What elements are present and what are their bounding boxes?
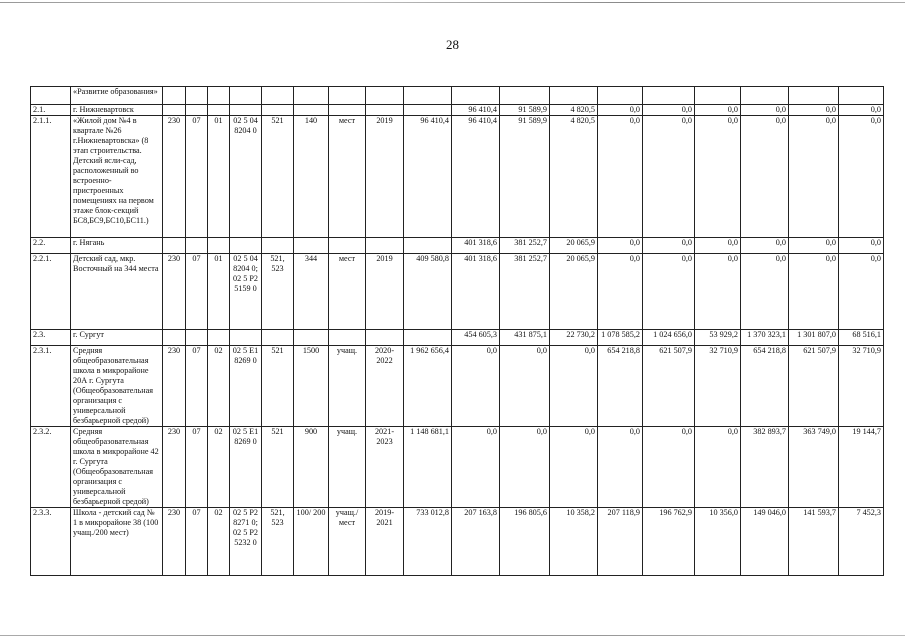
table-cell: 621 507,9 xyxy=(643,346,695,427)
table-cell: 20 065,9 xyxy=(550,254,598,330)
table-cell xyxy=(404,87,452,105)
table-cell xyxy=(500,87,550,105)
table-cell xyxy=(366,105,404,116)
table-cell xyxy=(404,105,452,116)
scan-top-edge xyxy=(0,2,905,3)
table-cell xyxy=(262,105,294,116)
table-cell: 409 580,8 xyxy=(404,254,452,330)
table-cell xyxy=(294,87,329,105)
table-cell: 230 xyxy=(163,427,186,508)
object-name-cell: г. Сургут xyxy=(71,330,163,346)
table-cell: 0,0 xyxy=(789,116,839,238)
table-cell: 0,0 xyxy=(643,427,695,508)
page-number: 28 xyxy=(446,37,459,52)
table-cell: 02 5 E1 8269 0 xyxy=(230,346,262,427)
object-name-cell: «Жилой дом №4 в квартале №26 г.Нижневартовска» (8 этап строительства. Детский ясли-сад, расположенный во встроенно-пристроенных помещениях на первом этаже блок-секций БС8,БС9,БС10,БС11.) xyxy=(71,116,163,238)
table-cell: 2019 xyxy=(366,254,404,330)
table-cell xyxy=(789,87,839,105)
table-cell: 68 516,1 xyxy=(839,330,884,346)
table-cell: 0,0 xyxy=(598,116,643,238)
table-cell xyxy=(366,330,404,346)
table-cell xyxy=(329,330,366,346)
table-cell: 53 929,2 xyxy=(695,330,741,346)
table-cell xyxy=(262,330,294,346)
table-cell: 381 252,7 xyxy=(500,238,550,254)
table-cell: учащ./ мест xyxy=(329,508,366,576)
table-cell: 0,0 xyxy=(550,346,598,427)
table-cell: 401 318,6 xyxy=(452,254,500,330)
table-cell: 0,0 xyxy=(695,116,741,238)
object-name-cell: Детский сад, мкр. Восточный на 344 места xyxy=(71,254,163,330)
table-cell: 96 410,4 xyxy=(452,116,500,238)
row-number-cell: 2.3.2. xyxy=(31,427,71,508)
table-cell xyxy=(329,105,366,116)
table-cell: 230 xyxy=(163,346,186,427)
table-cell xyxy=(186,330,208,346)
table-cell: 0,0 xyxy=(695,427,741,508)
table-cell xyxy=(186,238,208,254)
table-cell: 0,0 xyxy=(452,427,500,508)
table-cell: 521, 523 xyxy=(262,508,294,576)
table-cell xyxy=(163,238,186,254)
table-cell: 10 358,2 xyxy=(550,508,598,576)
object-name-cell: Школа - детский сад № 1 в микрорайоне 38 (100 учащ./200 мест) xyxy=(71,508,163,576)
table-cell: 07 xyxy=(186,116,208,238)
object-name-cell: «Развитие образования» xyxy=(71,87,163,105)
table-cell xyxy=(230,105,262,116)
table-cell: 02 5 E1 8269 0 xyxy=(230,427,262,508)
table-cell: 0,0 xyxy=(741,238,789,254)
table-cell: 1 301 807,0 xyxy=(789,330,839,346)
table-row xyxy=(31,87,884,105)
table-cell: 230 xyxy=(163,508,186,576)
table-cell: 4 820,5 xyxy=(550,116,598,238)
table-cell: 0,0 xyxy=(839,105,884,116)
table-cell: 0,0 xyxy=(741,116,789,238)
table-cell: 96 410,4 xyxy=(404,116,452,238)
table-cell: 02 xyxy=(208,346,230,427)
table-row xyxy=(31,508,884,576)
table-cell xyxy=(163,105,186,116)
table-cell: 0,0 xyxy=(452,346,500,427)
table-cell: 0,0 xyxy=(789,238,839,254)
table-cell: 621 507,9 xyxy=(789,346,839,427)
table-cell xyxy=(741,87,789,105)
table-cell: 0,0 xyxy=(643,254,695,330)
table-cell xyxy=(329,238,366,254)
table-cell: 0,0 xyxy=(695,254,741,330)
table-cell: 431 875,1 xyxy=(500,330,550,346)
table-cell: мест xyxy=(329,254,366,330)
table-cell: 22 730,2 xyxy=(550,330,598,346)
table-cell: 2021-2023 xyxy=(366,427,404,508)
table-cell: 0,0 xyxy=(643,116,695,238)
table-cell: 32 710,9 xyxy=(839,346,884,427)
table-cell xyxy=(262,87,294,105)
table-cell xyxy=(329,87,366,105)
object-name-cell: Средняя общеобразовательная школа в микрорайоне 42 г. Сургута (Общеобразовательная организация с универсальной безбарьерной средой) xyxy=(71,427,163,508)
table-cell: 20 065,9 xyxy=(550,238,598,254)
table-cell: 401 318,6 xyxy=(452,238,500,254)
scan-bottom-edge xyxy=(0,635,905,636)
table-cell xyxy=(163,330,186,346)
table-cell: 96 410,4 xyxy=(452,105,500,116)
table-cell: 0,0 xyxy=(500,427,550,508)
row-number-cell: 2.2. xyxy=(31,238,71,254)
row-number-cell xyxy=(31,87,71,105)
table-cell: 7 452,3 xyxy=(839,508,884,576)
budget-table xyxy=(30,86,884,576)
table-row xyxy=(31,330,884,346)
table-cell xyxy=(208,238,230,254)
table-cell: 196 805,6 xyxy=(500,508,550,576)
table-cell: 381 252,7 xyxy=(500,254,550,330)
table-cell xyxy=(294,330,329,346)
table-cell: 521, 523 xyxy=(262,254,294,330)
table-cell: 32 710,9 xyxy=(695,346,741,427)
table-cell: 0,0 xyxy=(789,105,839,116)
table-row xyxy=(31,254,884,330)
table-cell: 196 762,9 xyxy=(643,508,695,576)
table-cell: 07 xyxy=(186,346,208,427)
table-cell: 454 605,3 xyxy=(452,330,500,346)
table-cell: 1 078 585,2 xyxy=(598,330,643,346)
table-cell: 0,0 xyxy=(550,427,598,508)
table-cell: 0,0 xyxy=(643,105,695,116)
table-cell xyxy=(230,330,262,346)
table-cell: 1 962 656,4 xyxy=(404,346,452,427)
table-cell xyxy=(186,105,208,116)
table-cell: 2019-2021 xyxy=(366,508,404,576)
table-cell: 01 xyxy=(208,116,230,238)
table-cell: 0,0 xyxy=(789,254,839,330)
table-row xyxy=(31,105,884,116)
table-cell: 19 144,7 xyxy=(839,427,884,508)
row-number-cell: 2.2.1. xyxy=(31,254,71,330)
table-cell xyxy=(230,238,262,254)
table-cell: 1 148 681,1 xyxy=(404,427,452,508)
table-cell: 521 xyxy=(262,116,294,238)
table-cell: мест xyxy=(329,116,366,238)
table-cell: 207 118,9 xyxy=(598,508,643,576)
row-number-cell: 2.3.1. xyxy=(31,346,71,427)
table-cell: 1500 xyxy=(294,346,329,427)
table-cell: 02 5 04 8204 0; 02 5 P2 5159 0 xyxy=(230,254,262,330)
table-cell: 100/ 200 xyxy=(294,508,329,576)
table-cell: учащ. xyxy=(329,346,366,427)
table-cell: 521 xyxy=(262,427,294,508)
object-name-cell: г. Нягань xyxy=(71,238,163,254)
table-cell: 02 5 04 8204 0 xyxy=(230,116,262,238)
table-cell: 1 370 323,1 xyxy=(741,330,789,346)
table-cell: 230 xyxy=(163,254,186,330)
table-cell xyxy=(550,87,598,105)
table-cell: 230 xyxy=(163,116,186,238)
row-number-cell: 2.3. xyxy=(31,330,71,346)
table-cell xyxy=(262,238,294,254)
table-cell xyxy=(452,87,500,105)
table-cell: 0,0 xyxy=(598,254,643,330)
table-cell: 91 589,9 xyxy=(500,105,550,116)
table-cell xyxy=(643,87,695,105)
object-name-cell: г. Нижневартовск xyxy=(71,105,163,116)
table-cell: 10 356,0 xyxy=(695,508,741,576)
table-cell: 363 749,0 xyxy=(789,427,839,508)
table-cell xyxy=(230,87,262,105)
table-cell: 01 xyxy=(208,254,230,330)
table-cell: 521 xyxy=(262,346,294,427)
table-row xyxy=(31,238,884,254)
table-cell: 0,0 xyxy=(598,105,643,116)
table-cell: 0,0 xyxy=(839,238,884,254)
table-cell: 07 xyxy=(186,508,208,576)
table-cell xyxy=(404,238,452,254)
table-cell: 0,0 xyxy=(598,427,643,508)
table-cell xyxy=(208,330,230,346)
table-cell: 900 xyxy=(294,427,329,508)
table-cell xyxy=(294,238,329,254)
table-cell: 4 820,5 xyxy=(550,105,598,116)
table-cell: 2019 xyxy=(366,116,404,238)
table-cell xyxy=(208,105,230,116)
table-cell: 91 589,9 xyxy=(500,116,550,238)
table-cell: 07 xyxy=(186,254,208,330)
table-cell: 0,0 xyxy=(695,238,741,254)
table-cell xyxy=(163,87,186,105)
table-cell: 02 xyxy=(208,508,230,576)
table-cell: 0,0 xyxy=(839,254,884,330)
table-cell xyxy=(208,87,230,105)
table-cell: 149 046,0 xyxy=(741,508,789,576)
table-cell: 0,0 xyxy=(741,105,789,116)
table-cell: 07 xyxy=(186,427,208,508)
table-cell xyxy=(839,87,884,105)
table-cell: 0,0 xyxy=(643,238,695,254)
table-cell: 207 163,8 xyxy=(452,508,500,576)
table-cell: 654 218,8 xyxy=(598,346,643,427)
table-cell: 0,0 xyxy=(598,238,643,254)
table-row xyxy=(31,346,884,427)
table-cell: 141 593,7 xyxy=(789,508,839,576)
table-cell: 733 012,8 xyxy=(404,508,452,576)
table-cell: 0,0 xyxy=(500,346,550,427)
table-cell: 1 024 656,0 xyxy=(643,330,695,346)
row-number-cell: 2.1. xyxy=(31,105,71,116)
row-number-cell: 2.3.3. xyxy=(31,508,71,576)
table-cell xyxy=(186,87,208,105)
table-cell: 382 893,7 xyxy=(741,427,789,508)
table-cell xyxy=(366,87,404,105)
table-cell: учащ. xyxy=(329,427,366,508)
table-cell xyxy=(366,238,404,254)
row-number-cell: 2.1.1. xyxy=(31,116,71,238)
table-cell: 140 xyxy=(294,116,329,238)
table-cell xyxy=(598,87,643,105)
table-cell: 654 218,8 xyxy=(741,346,789,427)
table-cell xyxy=(695,87,741,105)
table-row xyxy=(31,116,884,238)
table-cell xyxy=(294,105,329,116)
table-row xyxy=(31,427,884,508)
table-cell: 02 xyxy=(208,427,230,508)
table-cell: 344 xyxy=(294,254,329,330)
table-cell: 0,0 xyxy=(741,254,789,330)
table-cell xyxy=(404,330,452,346)
object-name-cell: Средняя общеобразовательная школа в микрорайоне 20А г. Сургута (Общеобразовательная организация с универсальной безбарьерной средой) xyxy=(71,346,163,427)
table-cell: 0,0 xyxy=(839,116,884,238)
table-cell: 2020-2022 xyxy=(366,346,404,427)
table-cell: 0,0 xyxy=(695,105,741,116)
table-cell: 02 5 P2 8271 0; 02 5 P2 5232 0 xyxy=(230,508,262,576)
